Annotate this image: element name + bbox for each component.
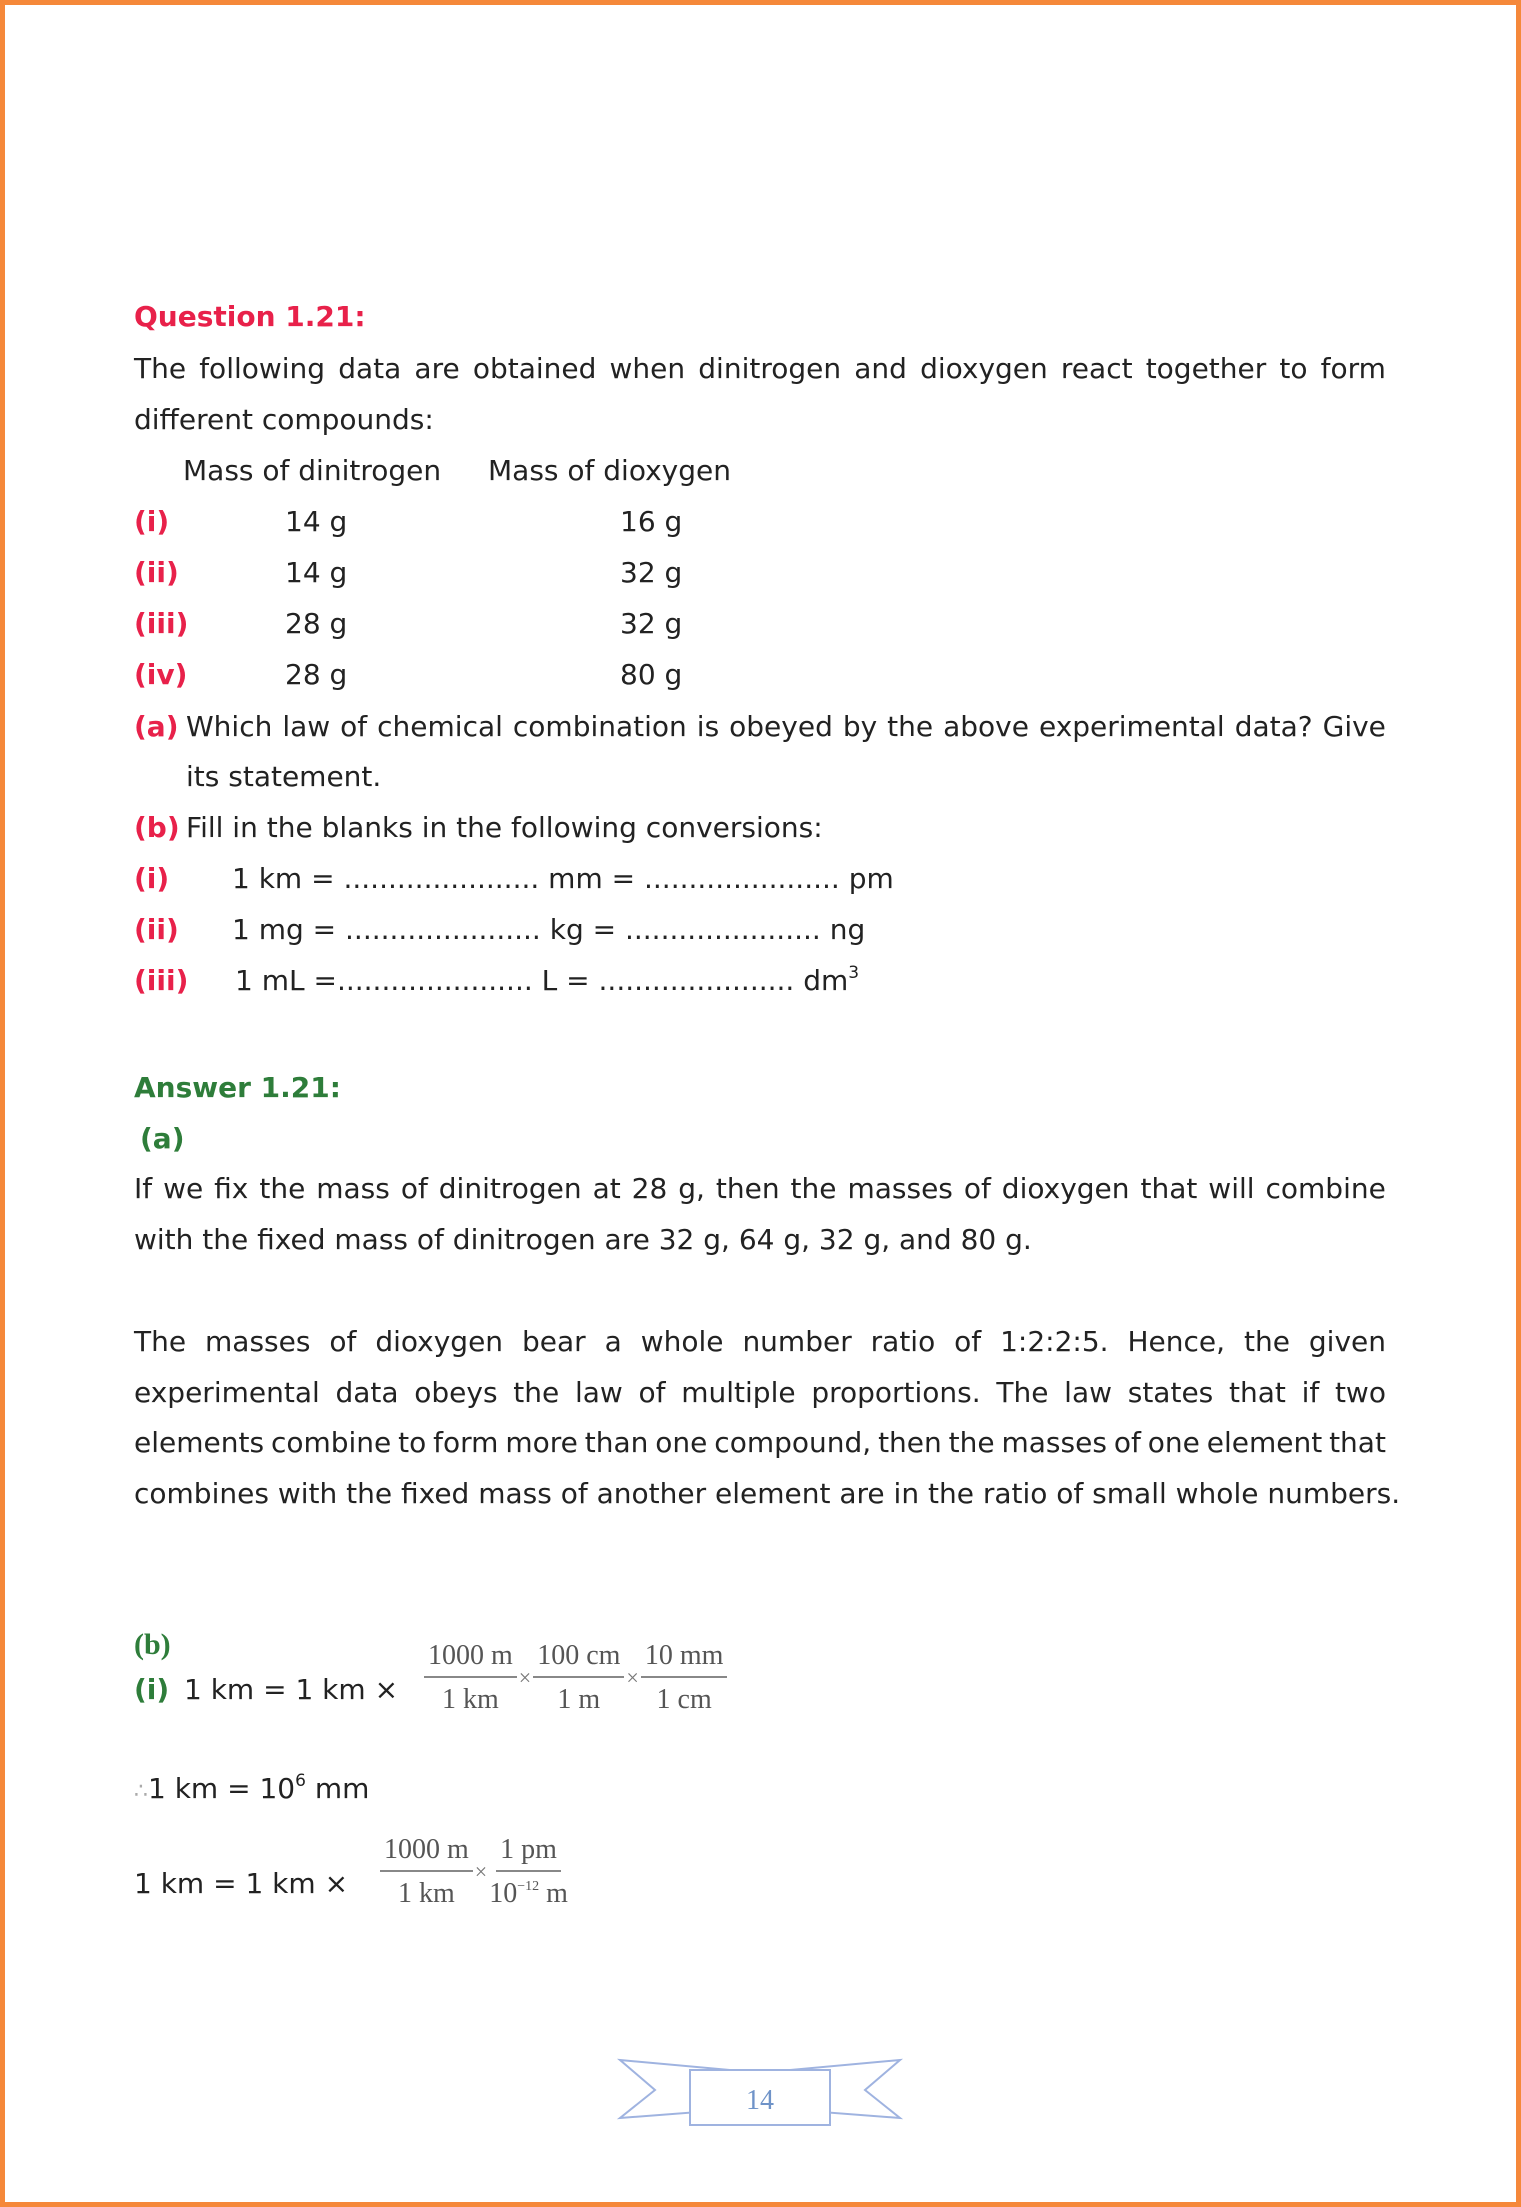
word: 1:2:2:5. — [1000, 1325, 1109, 1358]
word: of — [340, 710, 368, 743]
part-a-line2: its statement. — [186, 760, 382, 793]
dinitrogen-mass: 14 g — [285, 505, 348, 538]
word: masses — [1001, 1426, 1107, 1459]
word: elements — [134, 1426, 265, 1459]
word: of — [1113, 1426, 1141, 1459]
word: The — [134, 352, 187, 385]
word: of — [963, 1172, 991, 1205]
word: whole — [640, 1325, 724, 1358]
answer-para2-line2 — [134, 1376, 1386, 1410]
word: of — [329, 1325, 357, 1358]
answer-para1-line1 — [134, 1172, 1386, 1206]
conversion-mg: 1 mg = ...................... kg = ...................... ng — [232, 913, 866, 946]
dinitrogen-mass: 28 g — [285, 607, 348, 640]
word: form — [1320, 352, 1386, 385]
km-equation-lhs: 1 km = 1 km × — [184, 1673, 399, 1706]
word: the — [1244, 1325, 1290, 1358]
word: and — [854, 352, 907, 385]
word: together — [1145, 352, 1267, 385]
dioxygen-mass: 16 g — [620, 505, 683, 538]
fraction: $\frac{1000 m}{1 km}$ — [424, 1640, 517, 1716]
word: proportions. — [811, 1376, 981, 1409]
word: a — [604, 1325, 622, 1358]
word: masses — [205, 1325, 311, 1358]
word: The — [134, 1325, 187, 1358]
word: chemical — [377, 710, 503, 743]
question-intro-line2: different compounds: — [134, 403, 434, 436]
word: dinitrogen — [698, 352, 842, 385]
word: obeyed — [729, 710, 833, 743]
conversion-label: (iii) — [134, 964, 189, 997]
fraction: $\frac{1 pm}{10^{-12} m}$ — [489, 1834, 568, 1909]
word: we — [163, 1172, 204, 1205]
word: that — [1140, 1172, 1198, 1205]
dioxygen-mass: 32 g — [620, 607, 683, 640]
answer-part-b-label: (b) — [134, 1628, 171, 1661]
word: more — [505, 1426, 578, 1459]
conversion-label: (i) — [134, 862, 170, 895]
word: of — [954, 1325, 982, 1358]
word: combine — [1265, 1172, 1386, 1205]
word: multiple — [681, 1376, 796, 1409]
word: states — [1127, 1376, 1214, 1409]
word: than — [584, 1426, 649, 1459]
word: the — [259, 1172, 306, 1205]
word: if — [1301, 1376, 1320, 1409]
word: Which — [186, 710, 273, 743]
km-to-mm-fractions: $\frac{1000 m}{1 km}$ × $\frac{100 cm}{1 m}$ × $\frac{10 mm}{1 cm}$ — [424, 1640, 727, 1716]
part-a-label: (a) — [134, 710, 179, 743]
word: dinitrogen — [438, 1172, 582, 1205]
dioxygen-mass: 80 g — [620, 658, 683, 691]
dioxygen-mass: 32 g — [620, 556, 683, 589]
word: react — [1060, 352, 1133, 385]
word: law — [282, 710, 331, 743]
word: will — [1208, 1172, 1255, 1205]
answer-para2-line1 — [134, 1325, 1386, 1359]
word: fix — [214, 1172, 249, 1205]
word: data? — [1234, 710, 1313, 743]
word: number — [742, 1325, 852, 1358]
word: is — [696, 710, 720, 743]
word: 28 — [631, 1172, 668, 1205]
answer-part-a-label: (a) — [140, 1122, 185, 1155]
word: The — [996, 1376, 1049, 1409]
word: dioxygen — [375, 1325, 504, 1358]
fraction: $\frac{10 mm}{1 cm}$ — [641, 1640, 728, 1716]
word: the — [790, 1172, 837, 1205]
word: by — [842, 710, 878, 743]
answer-para1-line2: with the fixed mass of dinitrogen are 32 g, 64 g, 32 g, and 80 g. — [134, 1223, 1032, 1256]
word: Hence, — [1127, 1325, 1226, 1358]
word: then — [878, 1426, 942, 1459]
word: one — [1147, 1426, 1200, 1459]
word: that — [1329, 1426, 1386, 1459]
word: given — [1308, 1325, 1386, 1358]
word: experimental — [134, 1376, 320, 1409]
word: mass — [316, 1172, 390, 1205]
word: dioxygen — [1001, 1172, 1130, 1205]
word: the — [887, 710, 934, 743]
word: form — [433, 1426, 499, 1459]
word: obeys — [414, 1376, 498, 1409]
word: following — [199, 352, 326, 385]
row-label: (iii) — [134, 607, 189, 640]
word: If — [134, 1172, 153, 1205]
word: the — [513, 1376, 560, 1409]
word: to — [1279, 352, 1308, 385]
row-label: (ii) — [134, 556, 179, 589]
part-b-label: (b) — [134, 811, 180, 844]
answer-para2-line3 — [134, 1426, 1386, 1460]
word: data — [338, 352, 402, 385]
word: element — [1206, 1426, 1323, 1459]
dinitrogen-mass: 28 g — [285, 658, 348, 691]
part-a-line1 — [186, 710, 1386, 744]
word: the — [948, 1426, 995, 1459]
word: ratio — [870, 1325, 936, 1358]
fraction: $\frac{1000 m}{1 km}$ — [380, 1834, 473, 1910]
row-label: (iv) — [134, 658, 188, 691]
word: one — [655, 1426, 708, 1459]
question-intro-line1 — [134, 352, 1386, 386]
therefore-line: ∴1 km = $10^6$ mm — [134, 1770, 370, 1805]
word: data — [335, 1376, 399, 1409]
word: to — [398, 1426, 427, 1459]
table-header-dioxygen: Mass of dioxygen — [488, 454, 731, 487]
word: masses — [847, 1172, 953, 1205]
part-b-text: Fill in the blanks in the following conversions: — [186, 811, 823, 844]
therefore-symbol: ∴ — [134, 1779, 148, 1804]
word: at — [592, 1172, 621, 1205]
row-label: (i) — [134, 505, 170, 538]
word: bear — [521, 1325, 586, 1358]
dinitrogen-mass: 14 g — [285, 556, 348, 589]
word: obtained — [472, 352, 597, 385]
page-number: 14 — [746, 2085, 774, 2116]
word: law — [574, 1376, 623, 1409]
km-to-pm-fractions: $\frac{1000 m}{1 km}$ × $\frac{1 pm}{10^{-12} m}$ — [380, 1834, 568, 1910]
word: dioxygen — [920, 352, 1048, 385]
conversion-label: (ii) — [134, 913, 179, 946]
table-header-dinitrogen: Mass of dinitrogen — [183, 454, 442, 487]
word: of — [400, 1172, 428, 1205]
word: two — [1334, 1376, 1386, 1409]
word: combination — [512, 710, 687, 743]
answer-para2-line4: combines with the fixed mass of another element are in the ratio of small whole numbers. — [134, 1477, 1401, 1510]
conversion-ml: 1 mL =...................... L = ...................... $dm^3$ — [235, 962, 860, 997]
word: Give — [1322, 710, 1386, 743]
answer-b-item-label: (i) — [134, 1673, 170, 1706]
word: are — [414, 352, 460, 385]
word: compound, — [714, 1426, 872, 1459]
pm-equation-lhs: 1 km = 1 km × — [134, 1867, 349, 1900]
word: law — [1064, 1376, 1113, 1409]
question-title: Question 1.21: — [134, 300, 366, 333]
fraction: $\frac{100 cm}{1 m}$ — [533, 1640, 624, 1716]
word: experimental — [1038, 710, 1225, 743]
word: g, — [678, 1172, 705, 1205]
word: combine — [270, 1426, 392, 1459]
word: when — [609, 352, 686, 385]
word: then — [715, 1172, 780, 1205]
answer-title: Answer 1.21: — [134, 1071, 341, 1104]
conversion-km: 1 km = ...................... mm = ...................... pm — [232, 862, 894, 895]
word: above — [943, 710, 1029, 743]
word: that — [1228, 1376, 1286, 1409]
word: of — [638, 1376, 666, 1409]
